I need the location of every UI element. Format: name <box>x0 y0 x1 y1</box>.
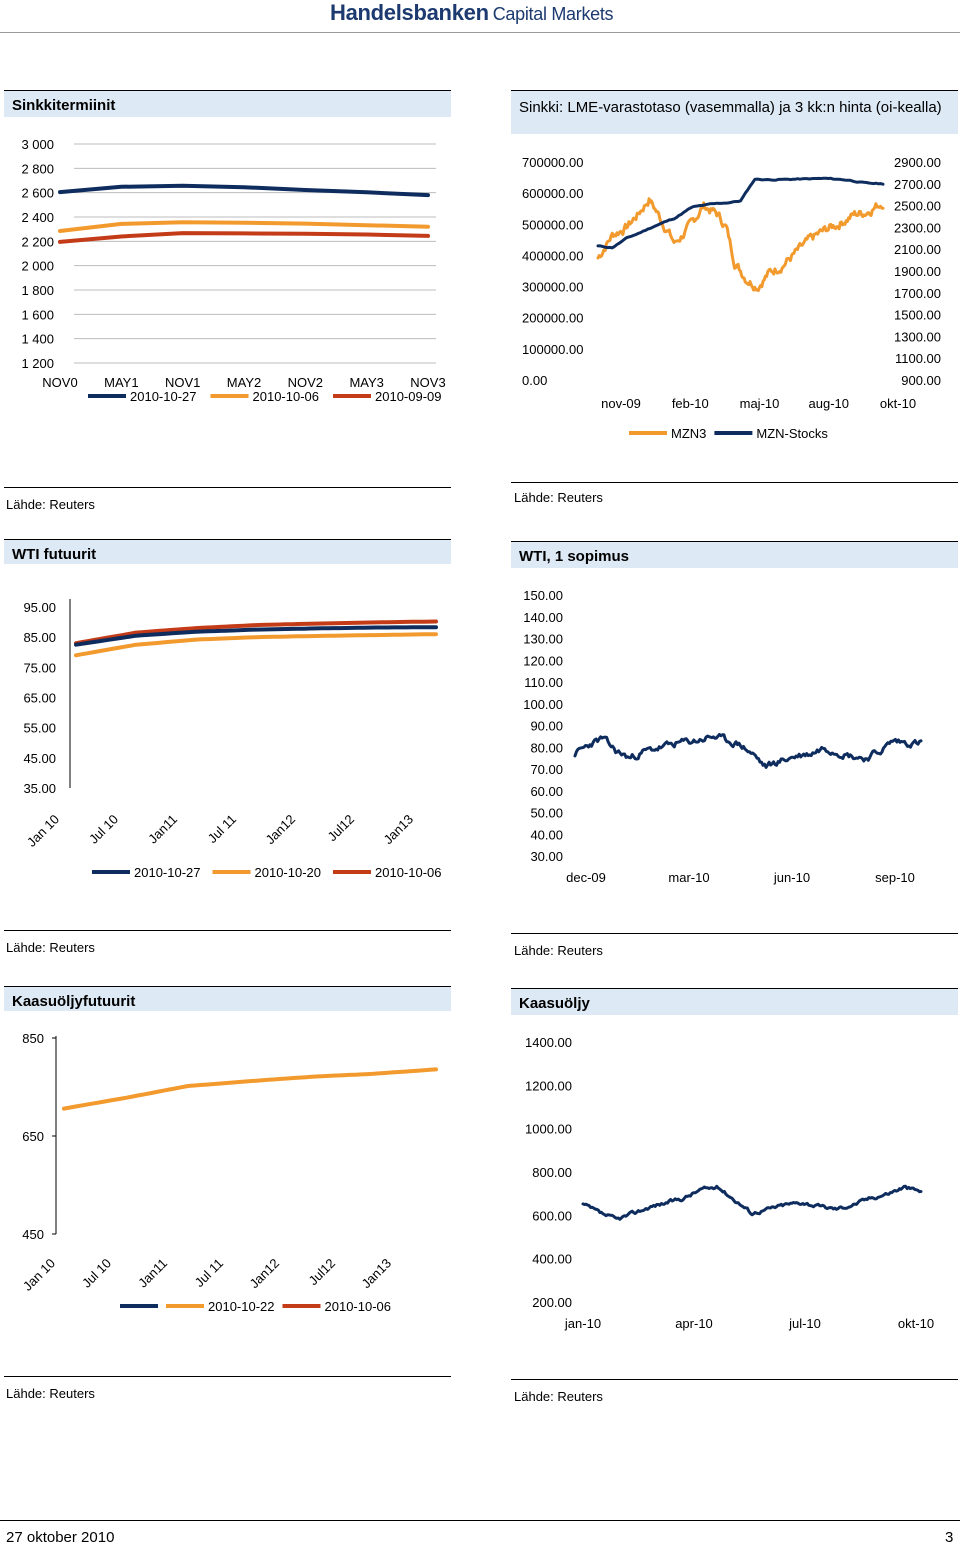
header-rule <box>0 32 960 33</box>
source-rule <box>4 487 451 488</box>
y-right-tick-label: 900.00 <box>901 373 941 388</box>
panel-title: WTI, 1 sopimus <box>511 541 958 568</box>
y-tick-label: 600.00 <box>532 1208 572 1224</box>
x-tick-label: Jul 10 <box>85 811 122 847</box>
source-label: Lähde: Reuters <box>6 497 95 512</box>
source-rule <box>511 933 958 934</box>
y-tick-label: 400.00 <box>532 1251 572 1267</box>
y-left-tick-label: 600000.00 <box>522 186 584 202</box>
source-rule <box>4 930 451 931</box>
x-tick-label: NOV3 <box>410 375 446 390</box>
y-tick-label: 2 000 <box>21 258 54 274</box>
y-tick-label: 100.00 <box>523 696 563 712</box>
brand-logo <box>330 0 613 26</box>
chart-gasoil-futures <box>4 1011 451 1331</box>
y-right-tick-label: 1100.00 <box>894 351 941 367</box>
chart-gasoil <box>511 1015 958 1333</box>
y-tick-label: 3 000 <box>21 137 54 152</box>
source-rule <box>511 1379 958 1380</box>
x-tick-label: Jan13 <box>380 811 417 848</box>
legend-label: MZN3 <box>671 426 707 441</box>
y-tick-label: 1 200 <box>21 356 54 371</box>
y-tick-label: 2 800 <box>21 161 54 177</box>
x-tick-label: Jan12 <box>246 1255 283 1292</box>
source-label: Lähde: Reuters <box>514 943 603 958</box>
panel-wti-contract <box>511 541 958 889</box>
legend-label: 2010-10-27 <box>130 389 197 404</box>
y-tick-label: 650 <box>22 1129 44 1144</box>
x-tick-label: Jan 10 <box>19 1255 59 1294</box>
y-tick-label: 55.00 <box>23 720 56 736</box>
source-label: Lähde: Reuters <box>514 1389 603 1404</box>
y-left-tick-label: 0.00 <box>522 373 548 388</box>
chart-zinc-stocks <box>511 134 958 460</box>
y-right-tick-label: 2300.00 <box>894 220 941 236</box>
legend-label: 2010-10-27 <box>134 865 201 880</box>
y-left-tick-label: 300000.00 <box>522 279 584 295</box>
footer-date: 27 oktober 2010 <box>6 1529 115 1546</box>
x-tick-label: Jan11 <box>145 811 181 847</box>
y-tick-label: 450 <box>22 1227 44 1242</box>
page-number: 3 <box>945 1529 954 1546</box>
legend-label: 2010-10-22 <box>208 1299 275 1314</box>
y-tick-label: 850 <box>22 1031 44 1046</box>
y-tick-label: 70.00 <box>530 762 563 777</box>
y-tick-label: 85.00 <box>23 630 56 646</box>
y-tick-label: 35.00 <box>23 781 56 796</box>
series-line <box>60 233 428 242</box>
y-tick-label: 1 800 <box>21 283 54 298</box>
panel-title: Sinkkitermiinit <box>4 90 451 117</box>
x-tick-label: aug-10 <box>808 396 849 411</box>
x-tick-label: Jul 11 <box>191 1255 227 1290</box>
x-tick-label: sep-10 <box>875 870 915 885</box>
x-tick-label: Jan12 <box>262 811 299 848</box>
y-tick-label: 45.00 <box>23 750 56 766</box>
y-tick-label: 40.00 <box>530 827 563 843</box>
y-tick-label: 2 400 <box>21 210 54 225</box>
x-tick-label: feb-10 <box>671 396 709 411</box>
y-tick-label: 130.00 <box>523 631 563 647</box>
y-tick-label: 200.00 <box>532 1295 572 1310</box>
y-tick-label: 140.00 <box>523 609 563 625</box>
y-right-tick-label: 1500.00 <box>894 307 941 323</box>
source-rule <box>511 482 958 483</box>
y-tick-label: 1 600 <box>21 307 54 323</box>
series-line <box>76 622 436 644</box>
y-tick-label: 150.00 <box>523 588 563 603</box>
y-tick-label: 30.00 <box>530 849 563 864</box>
x-tick-label: MAY3 <box>349 375 384 390</box>
x-tick-label: Jan13 <box>358 1255 395 1292</box>
x-tick-label: MAY1 <box>104 375 139 390</box>
y-left-tick-label: 100000.00 <box>522 341 584 357</box>
panel-gasoil <box>511 988 958 1333</box>
y-left-tick-label: 400000.00 <box>522 248 584 264</box>
y-right-tick-label: 2500.00 <box>894 198 941 214</box>
series-line <box>64 1069 436 1108</box>
y-tick-label: 60.00 <box>530 783 563 799</box>
chart-wti-contract <box>511 568 958 889</box>
x-tick-label: Jul 10 <box>78 1255 115 1291</box>
y-tick-label: 65.00 <box>23 690 56 706</box>
x-tick-label: Jul12 <box>305 1255 339 1289</box>
page-footer <box>0 1520 960 1546</box>
x-tick-label: Jan 10 <box>23 811 63 850</box>
series-line <box>60 222 428 231</box>
x-tick-label: jul-10 <box>789 1316 821 1331</box>
x-tick-label: Jan11 <box>135 1255 171 1291</box>
y-right-tick-label: 1900.00 <box>894 264 941 279</box>
y-left-tick-label: 700000.00 <box>522 155 584 170</box>
panel-gasoil-futures <box>4 986 451 1331</box>
y-tick-label: 1400.00 <box>525 1035 572 1050</box>
y-tick-label: 120.00 <box>523 653 563 669</box>
y-tick-label: 800.00 <box>532 1165 572 1180</box>
y-tick-label: 1000.00 <box>525 1121 572 1137</box>
y-tick-label: 1 400 <box>21 331 54 347</box>
x-tick-label: apr-10 <box>675 1316 713 1331</box>
source-rule <box>4 1376 451 1377</box>
y-right-tick-label: 2700.00 <box>894 176 941 192</box>
y-tick-label: 110.00 <box>524 675 563 690</box>
panel-title: WTI futuurit <box>4 539 451 564</box>
panel-wti-futures <box>4 539 451 884</box>
x-tick-label: mar-10 <box>668 870 710 885</box>
panel-zinc-forwards <box>4 90 451 450</box>
source-label: Lähde: Reuters <box>6 940 95 955</box>
series-line-mzn3 <box>598 199 883 291</box>
y-tick-label: 50.00 <box>530 805 563 821</box>
panel-zinc-stocks <box>511 90 958 460</box>
y-tick-label: 1200.00 <box>525 1078 572 1094</box>
legend-label: 2010-10-06 <box>324 1299 391 1314</box>
chart-zinc-forwards <box>4 117 451 417</box>
x-tick-label: maj-10 <box>739 396 780 411</box>
x-tick-label: NOV1 <box>164 375 201 390</box>
x-tick-label: Jul12 <box>324 811 358 845</box>
x-tick-label: NOV2 <box>287 375 324 390</box>
y-left-tick-label: 200000.00 <box>522 310 584 326</box>
y-tick-label: 2 200 <box>21 234 54 250</box>
x-tick-label: Jul 11 <box>204 811 240 846</box>
brand-subtitle: Capital Markets <box>492 4 614 24</box>
x-tick-label: okt-10 <box>879 396 917 411</box>
x-tick-label: MAY2 <box>226 375 262 390</box>
y-tick-label: 80.00 <box>530 740 563 756</box>
series-line-gasoil <box>583 1186 921 1219</box>
panel-title: Kaasuöljyfutuurit <box>4 986 451 1011</box>
series-line <box>60 186 428 195</box>
series-line-wti <box>575 735 921 768</box>
y-right-tick-label: 1300.00 <box>894 329 941 345</box>
source-label: Lähde: Reuters <box>514 490 603 505</box>
x-tick-label: jun-10 <box>773 870 811 885</box>
panel-title: Sinkki: LME-varastotaso (vasemmalla) ja 3 kk:n hinta (oi-kealla) <box>511 90 958 134</box>
y-tick-label: 90.00 <box>530 718 563 734</box>
y-tick-label: 2 600 <box>21 185 54 201</box>
y-right-tick-label: 1700.00 <box>894 285 941 301</box>
y-right-tick-label: 2900.00 <box>894 155 941 170</box>
legend-label: 2010-10-06 <box>375 865 442 880</box>
panel-title: Kaasuöljy <box>511 988 958 1015</box>
x-tick-label: okt-10 <box>897 1316 935 1331</box>
legend-label: MZN-Stocks <box>756 426 828 441</box>
y-right-tick-label: 2100.00 <box>894 242 941 258</box>
x-tick-label: NOV0 <box>42 375 78 390</box>
brand-name: Handelsbanken <box>330 0 489 25</box>
legend-label: 2010-10-20 <box>254 865 321 880</box>
x-tick-label: nov-09 <box>601 396 641 411</box>
source-label: Lähde: Reuters <box>6 1386 95 1401</box>
y-tick-label: 75.00 <box>23 660 56 676</box>
y-tick-label: 95.00 <box>23 600 56 615</box>
legend-label: 2010-10-06 <box>252 389 319 404</box>
chart-wti-futures <box>4 564 451 884</box>
x-tick-label: jan-10 <box>564 1316 602 1331</box>
legend-label: 2010-09-09 <box>375 389 442 404</box>
y-left-tick-label: 500000.00 <box>522 217 584 233</box>
x-tick-label: dec-09 <box>566 870 606 885</box>
